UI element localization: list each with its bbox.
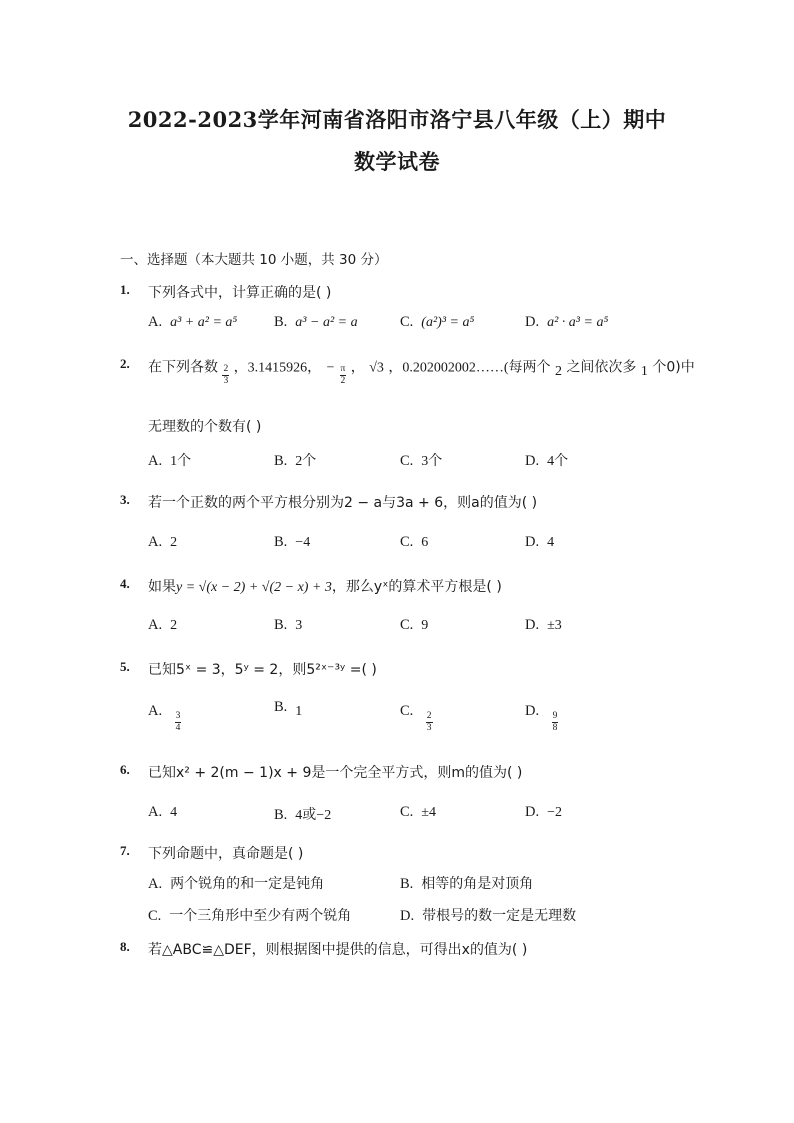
option-c: C. ±4 bbox=[400, 804, 436, 820]
question-7 bbox=[120, 843, 304, 862]
fraction: $\frac{\pi}{2}$ bbox=[340, 364, 346, 386]
option-c: C. 一个三角形中至少有两个锐角 bbox=[148, 908, 352, 924]
question-text: 已知5ˣ = 3，5ʸ = 2，则5²ˣ⁻³ʸ =( ) bbox=[148, 662, 377, 678]
fraction: $\frac{2}{3}$ bbox=[426, 711, 432, 733]
question-1 bbox=[120, 282, 332, 301]
question-text: 下列命题中，真命题是( ) bbox=[148, 846, 304, 862]
question-8 bbox=[120, 939, 528, 958]
question-number: 3. bbox=[120, 492, 130, 507]
option-d: D. 4 bbox=[525, 534, 555, 550]
option-c: C. 6 bbox=[400, 534, 429, 550]
option-b: B. −4 bbox=[274, 534, 311, 550]
formula: y = √(x − 2) + √(2 − x) + 3 bbox=[176, 580, 332, 595]
option-a: A. 两个锐角的和一定是钝角 bbox=[148, 876, 325, 892]
option-c: C. (a²)³ = a⁵ bbox=[400, 314, 475, 330]
question-text: 在下列各数 $\frac{2}{3}$ ，3.1415926， − $\frac{\pi}{2}$ ， √3 ，0.202002002……(每两个 2 之间依次多 1 个0)中 bbox=[148, 359, 695, 386]
question-text: 若△ABC≌△DEF，则根据图中提供的信息，可得出x的值为( ) bbox=[148, 942, 528, 958]
option-b: B. 2个 bbox=[274, 453, 317, 469]
fraction: $\frac{9}{8}$ bbox=[552, 711, 558, 733]
option-d: D. 4个 bbox=[525, 453, 569, 469]
option-c: C. $\frac{2}{3}$ bbox=[400, 702, 432, 733]
question-number: 5. bbox=[120, 659, 130, 674]
question-6 bbox=[120, 762, 523, 781]
option-c: C. 9 bbox=[400, 617, 429, 633]
question-number: 6. bbox=[120, 762, 130, 777]
option-c: C. 3个 bbox=[400, 453, 443, 469]
question-text: 下列各式中，计算正确的是( ) bbox=[148, 285, 332, 301]
option-b: B. 3 bbox=[274, 617, 303, 633]
option-a: A. 2 bbox=[148, 617, 178, 633]
question-number: 4. bbox=[120, 576, 130, 591]
question-number: 1. bbox=[120, 282, 130, 297]
question-text: 若一个正数的两个平方根分别为2 − a与3a + 6，则a的值为( ) bbox=[148, 495, 538, 511]
option-a: A. 2 bbox=[148, 534, 178, 550]
fraction: $\frac{2}{3}$ bbox=[223, 364, 229, 386]
option-a: A. 1个 bbox=[148, 453, 192, 469]
option-d: D. 带根号的数一定是无理数 bbox=[400, 908, 577, 924]
section-heading: 一、选择题（本大题共 10 小题，共 30 分） bbox=[120, 252, 388, 268]
question-text: 已知x² + 2(m − 1)x + 9是一个完全平方式，则m的值为( ) bbox=[148, 765, 523, 781]
question-2 bbox=[120, 356, 695, 386]
option-a: A. 4 bbox=[148, 804, 178, 820]
question-5 bbox=[120, 659, 377, 678]
option-b: B. 相等的角是对顶角 bbox=[400, 876, 534, 892]
option-b: B. 1 bbox=[274, 699, 303, 719]
question-4 bbox=[120, 576, 502, 595]
question-2-line2: 无理数的个数有( ) bbox=[148, 419, 262, 435]
exam-title: 2022-2023学年河南省洛阳市洛宁县八年级（上）期中 bbox=[127, 107, 667, 132]
option-a: A. a³ + a² = a⁵ bbox=[148, 314, 238, 330]
option-b: B. a³ − a² = a bbox=[274, 314, 358, 330]
exam-subtitle: 数学试卷 bbox=[354, 149, 440, 174]
question-3 bbox=[120, 492, 538, 511]
option-d: D. −2 bbox=[525, 804, 563, 820]
question-number: 2. bbox=[120, 356, 130, 371]
question-number: 7. bbox=[120, 843, 130, 858]
option-d: D. $\frac{9}{8}$ bbox=[525, 702, 558, 733]
question-number: 8. bbox=[120, 939, 130, 954]
option-a: A. $\frac{3}{4}$ bbox=[148, 702, 181, 733]
option-d: D. ±3 bbox=[525, 617, 562, 633]
option-d: D. a² · a³ = a⁵ bbox=[525, 314, 609, 330]
option-b: B. 4或−2 bbox=[274, 807, 332, 823]
fraction: $\frac{3}{4}$ bbox=[175, 711, 181, 733]
question-text: 如果y = √(x − 2) + √(2 − x) + 3，那么yˣ的算术平方根是( ) bbox=[148, 579, 502, 595]
